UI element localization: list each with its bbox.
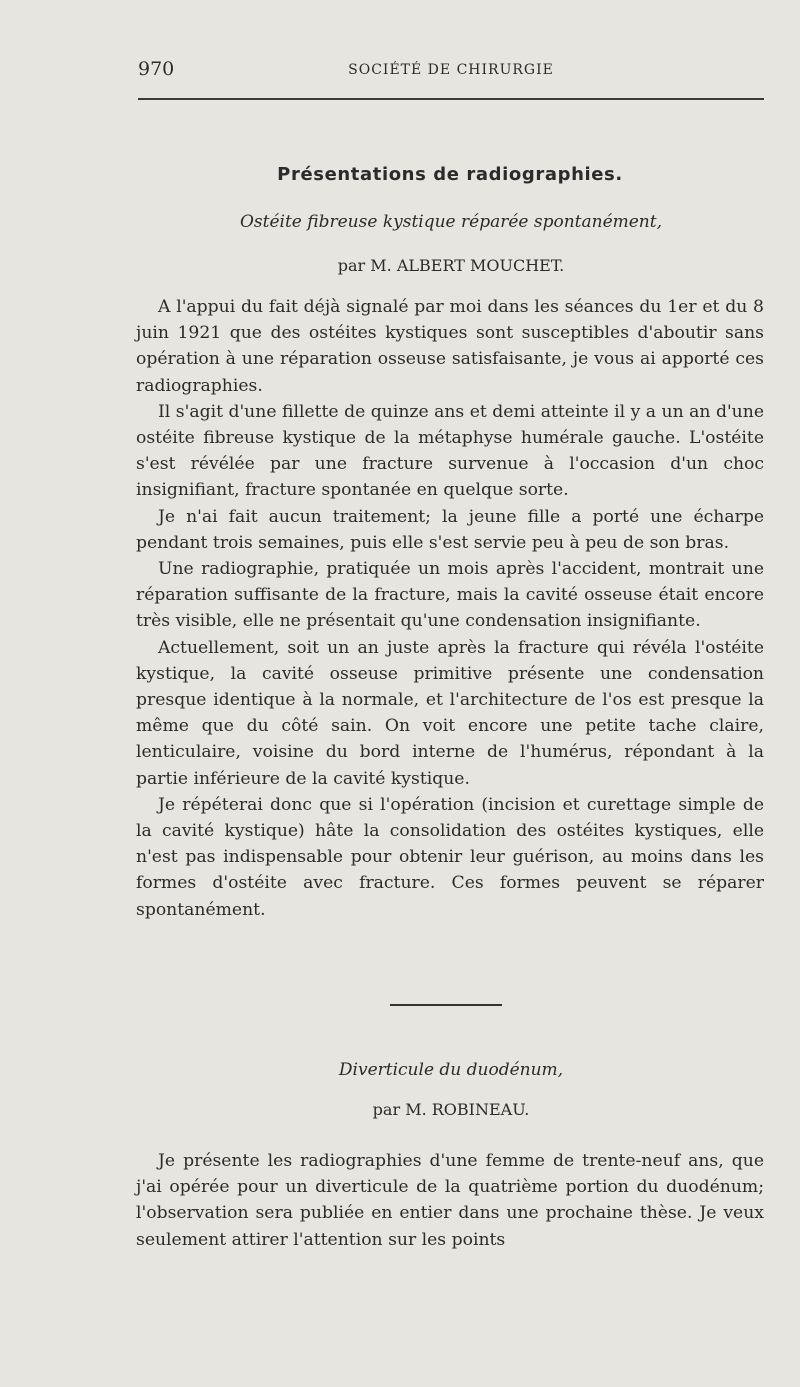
- paragraph: Actuellement, soit un an juste après la fracture qui révéla l'ostéite kystique, la cavité osseuse primitive présente une condensation presque identique à la normale, et l'architecture de l'os est presque la même que du côté sain. On voit encore une petite tache claire, lenticulaire, voisine du bord interne de l'humérus, répondant à la partie inférieure de la cavité kystique.: [136, 637, 764, 789]
- header-rule: [138, 98, 764, 100]
- article-1-byline: par M. ALBERT MOUCHET.: [337, 256, 565, 275]
- paragraph: Je répéterai donc que si l'opération (incision et curettage simple de la cavité kystique) hâte la consolidation des ostéites kystiques, elle n'est pas indispensable pour obtenir leur guérison, au moins dans les formes d'ostéite avec fracture. Ces formes peuvent se réparer spontanément.: [136, 794, 764, 920]
- article-2-body: [136, 1148, 764, 1253]
- paragraph: Je présente les radiographies d'une femme de trente-neuf ans, que j'ai opérée pour un diverticule de la quatrième portion du duodénum; l'observation sera publiée en entier dans une prochaine thèse. Je veux seulement attirer l'attention sur les points: [136, 1151, 764, 1250]
- running-title: SOCIÉTÉ DE CHIRURGIE: [348, 62, 554, 78]
- paragraph: Une radiographie, pratiquée un mois après l'accident, montrait une réparation suffisante de la fracture, mais la cavité osseuse était encore très visible, elle ne présentait qu'une condensation insignifiante.: [136, 559, 764, 632]
- page-number: 970: [138, 58, 175, 80]
- article-2-title: Diverticule du duodénum,: [338, 1060, 564, 1080]
- paragraph: A l'appui du fait déjà signalé par moi dans les séances du 1er et du 8 juin 1921 que des ostéites kystiques sont susceptibles d'aboutir sans opération à une réparation osseuse satisfaisante, je vous ai apporté ces radiographies.: [136, 297, 764, 396]
- article-2-byline: par M. ROBINEAU.: [372, 1100, 530, 1119]
- section-separator: [390, 1004, 502, 1006]
- section-title: Présentations de radiographies.: [277, 164, 623, 185]
- page-header: [138, 58, 764, 82]
- article-1-title: Ostéite fibreuse kystique réparée spontanément,: [239, 212, 662, 232]
- article-1-body: [136, 294, 764, 923]
- paragraph: Il s'agit d'une fillette de quinze ans et demi atteinte il y a un an d'une ostéite fibreuse kystique de la métaphyse humérale gauche. L'ostéite s'est révélée par une fracture survenue à l'occasion d'un choc insignifiant, fracture spontanée en quelque sorte.: [136, 401, 764, 501]
- paragraph: Je n'ai fait aucun traitement; la jeune fille a porté une écharpe pendant trois semaines, puis elle s'est servie peu à peu de son bras.: [136, 506, 764, 553]
